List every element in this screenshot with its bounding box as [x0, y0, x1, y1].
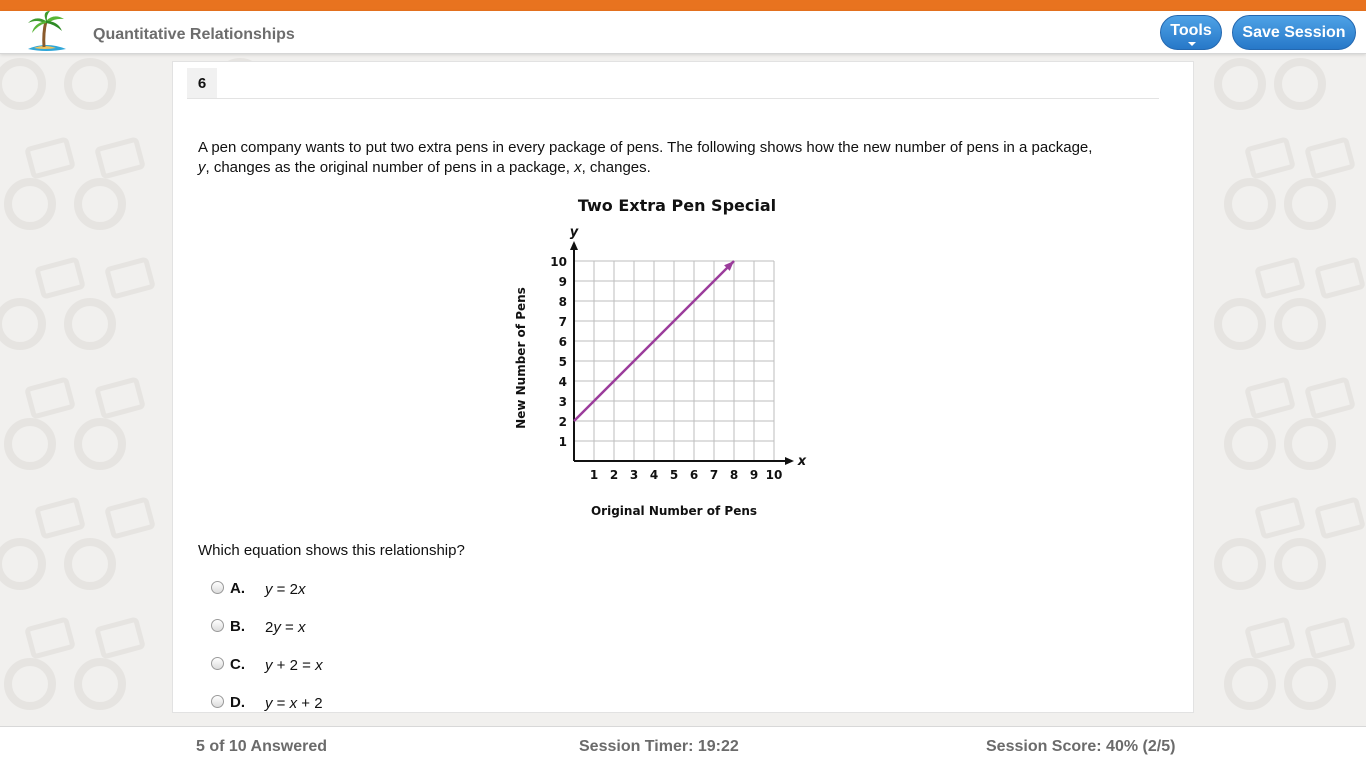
x-tick-label: 3 [629, 468, 639, 482]
y-axis-letter: y [569, 225, 579, 240]
choice-d-radio[interactable] [211, 695, 224, 708]
choice-d-text: y = x + 2 [265, 695, 323, 712]
stem-text-3: , changes. [581, 159, 651, 176]
palm-tree-logo-icon [24, 11, 68, 53]
tools-button[interactable] [1160, 15, 1222, 50]
choice-d[interactable] [211, 692, 323, 714]
stem-text-2: , changes as the original number of pens in a package, [205, 159, 575, 176]
y-tick-label: 8 [558, 295, 567, 309]
y-axis-label: New Number of Pens [514, 287, 528, 429]
choice-a-letter: A. [230, 580, 245, 597]
choice-c-radio[interactable] [211, 657, 224, 670]
question-prompt: Which equation shows this relationship? [198, 542, 465, 559]
x-axis-arrow-icon [785, 457, 794, 465]
y-tick-label: 1 [558, 435, 567, 449]
choice-b-letter: B. [230, 618, 245, 635]
chart-title: Two Extra Pen Special [577, 196, 777, 215]
question-card [172, 61, 1194, 713]
x-tick-label: 10 [765, 468, 783, 482]
choice-b[interactable] [211, 616, 306, 638]
x-tick-label: 9 [749, 468, 759, 482]
y-tick-label: 9 [558, 275, 567, 289]
choice-a-radio[interactable] [211, 581, 224, 594]
stem-var-x: x [574, 159, 582, 176]
y-tick-label: 3 [558, 395, 567, 409]
question-stem [198, 138, 1098, 178]
x-tick-label: 5 [669, 468, 679, 482]
x-tick-label: 8 [729, 468, 739, 482]
x-tick-label: 1 [589, 468, 599, 482]
y-tick-label: 2 [558, 415, 567, 429]
app-title: Quantitative Relationships [93, 26, 295, 43]
card-divider [187, 98, 1159, 99]
y-tick-label: 6 [558, 335, 567, 349]
status-footer [0, 726, 1366, 768]
pen-chart [511, 192, 811, 522]
x-tick-label: 2 [609, 468, 619, 482]
y-tick-label: 7 [558, 315, 567, 329]
x-tick-label: 6 [689, 468, 699, 482]
x-tick-label: 7 [709, 468, 719, 482]
chevron-down-icon [1188, 42, 1196, 46]
choice-c-letter: C. [230, 656, 245, 673]
y-tick-label: 5 [558, 355, 567, 369]
session-timer: Session Timer: 19:22 [579, 738, 739, 755]
choice-c[interactable] [211, 654, 323, 676]
stem-var-y: y [198, 159, 206, 176]
save-session-button[interactable]: Save Session [1232, 15, 1356, 50]
x-axis-label: Original Number of Pens [590, 504, 758, 518]
choice-d-letter: D. [230, 694, 245, 711]
choice-a-text: y = 2x [265, 581, 306, 598]
choice-b-radio[interactable] [211, 619, 224, 632]
choice-a[interactable] [211, 578, 306, 600]
session-score: Session Score: 40% (2/5) [986, 738, 1176, 755]
y-axis-arrow-icon [570, 241, 578, 250]
choice-c-text: y + 2 = x [265, 657, 323, 674]
stem-text-1: A pen company wants to put two extra pens in every package of pens. The following shows how the new number of pens in a package, [198, 139, 1093, 156]
y-tick-label: 4 [558, 375, 567, 389]
x-tick-label: 4 [649, 468, 659, 482]
y-tick-label: 10 [550, 255, 567, 269]
x-axis-letter: x [797, 454, 807, 469]
top-accent-stripe [0, 0, 1366, 11]
tools-button-label: Tools [1170, 21, 1212, 39]
answered-count: 5 of 10 Answered [196, 738, 328, 755]
app-header [0, 11, 1366, 54]
choice-b-text: 2y = x [265, 619, 306, 636]
question-number: 6 [187, 68, 217, 98]
